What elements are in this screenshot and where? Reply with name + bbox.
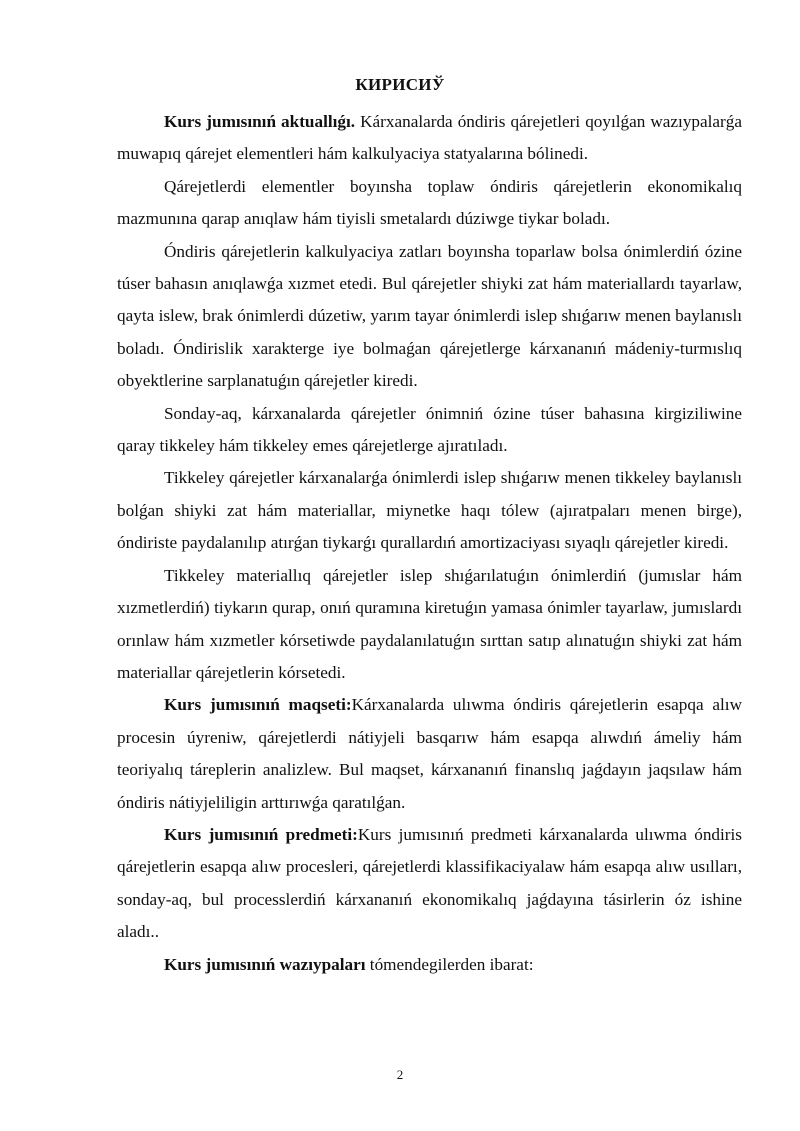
paragraph-goal (117, 689, 742, 819)
paragraph-relevance (117, 106, 742, 171)
paragraph-lead: Kurs jumısınıń maqseti: (164, 695, 352, 715)
paragraph-subject (117, 819, 742, 949)
paragraph (117, 171, 742, 236)
paragraph-text: tómendegilerden ibarat: (365, 954, 534, 974)
paragraph-text: Óndiris qárejetlerin kalkulyaciya zatları boyınsha toparlaw bolsa ónimlerdiń ózine túser bahasın anıqlawǵa xızmet etedi. Bul qárejetler shiyki zat hám materiallardı tayarlaw, qayta islew, brak ónimlerdi dúzetiw, yarım tayar ónimlerdi islep shıǵarıw menen baylanıslı boladı. Óndirislik xarakterge iye bolmaǵan qárejetlerge kárxananıń mádeniy-turmıslıq obyektlerine sarplanatuǵın qárejetler kiredi. (117, 241, 742, 391)
paragraph-text: Tikkeley qárejetler kárxanalarǵa ónimlerdi islep shıǵarıw menen tikkeley baylanıslı bolǵan shiyki zat hám materiallar, miynetke haqı tólew (ajıratpaları menen birge), óndiriste paydalanılıp atırǵan tiykarǵı qurallardıń amortizaciyası sıyaqlı qárejetler kiredi. (117, 468, 742, 553)
paragraph (117, 236, 742, 398)
paragraph-text: Kurs jumısınıń predmeti kárxanalarda ulıwma óndiris qárejetlerin esapqa alıw procesleri, qárejetlerdi klassifikaciyalaw hám esapqa alıw usılları, sonday-aq, bul processlerdiń kárxananıń ekonomikalıq jaǵdayına tásirlerin óz ishine aladı.. (117, 824, 742, 942)
paragraph (117, 560, 742, 690)
document-body (117, 106, 742, 981)
paragraph-text: Qárejetlerdi elementler boyınsha toplaw óndiris qárejetlerin ekonomikalıq mazmunına qarap anıqlaw hám tiyisli smetalardı dúziwge tiykar boladı. (117, 176, 742, 229)
paragraph-lead: Kurs jumısınıń wazıypaları (164, 954, 366, 974)
paragraph-text: Tikkeley materiallıq qárejetler islep shıǵarılatuǵın ónimlerdiń (jumıslar hám xızmetlerdiń) tiykarın qurap, onıń quramına kiretuǵın yamasa ónimler tayarlaw, jumıslardı orınlaw hám xızmetler kórsetiwde paydalanılatuǵın sırttan satıp alınatuǵın shiyki zat hám materiallar qárejetlerin kórsetedi. (117, 565, 742, 682)
paragraph (117, 462, 742, 559)
paragraph-text: Sonday-aq, kárxanalarda qárejetler ónimniń ózine túser bahasına kirgiziliwine qaray tikkeley hám tikkeley emes qárejetlerge ajıratıladı. (117, 403, 742, 456)
paragraph-lead: Kurs jumısınıń predmeti: (164, 824, 358, 844)
paragraph-tasks (117, 949, 742, 981)
paragraph-lead: Kurs jumısınıń aktuallıǵı. (164, 112, 356, 131)
paragraph-text: Kárxanalarda óndiris qárejetleri qoyılǵan wazıypalarǵa muwapıq qárejet elementleri hám kalkulyaciya statyalarına bólinedi. (117, 112, 742, 164)
paragraph (117, 398, 742, 463)
page-number: 2 (396, 1067, 404, 1082)
paragraph-text: Kárxanalarda ulıwma óndiris qárejetlerin esapqa alıw procesin úyreniw, qárejetlerdi nátiyjeli basqarıw hám esapqa alıwdıń ámeliy hám teoriyalıq táreplerin analizlew. Bul maqset, kárxananıń finanslıq jaǵdayın jaqsılaw hám óndiris nátiyjeliligin arttırıwǵa qaratılǵan. (117, 695, 742, 812)
section-heading: КИРИСИЎ (355, 75, 445, 94)
